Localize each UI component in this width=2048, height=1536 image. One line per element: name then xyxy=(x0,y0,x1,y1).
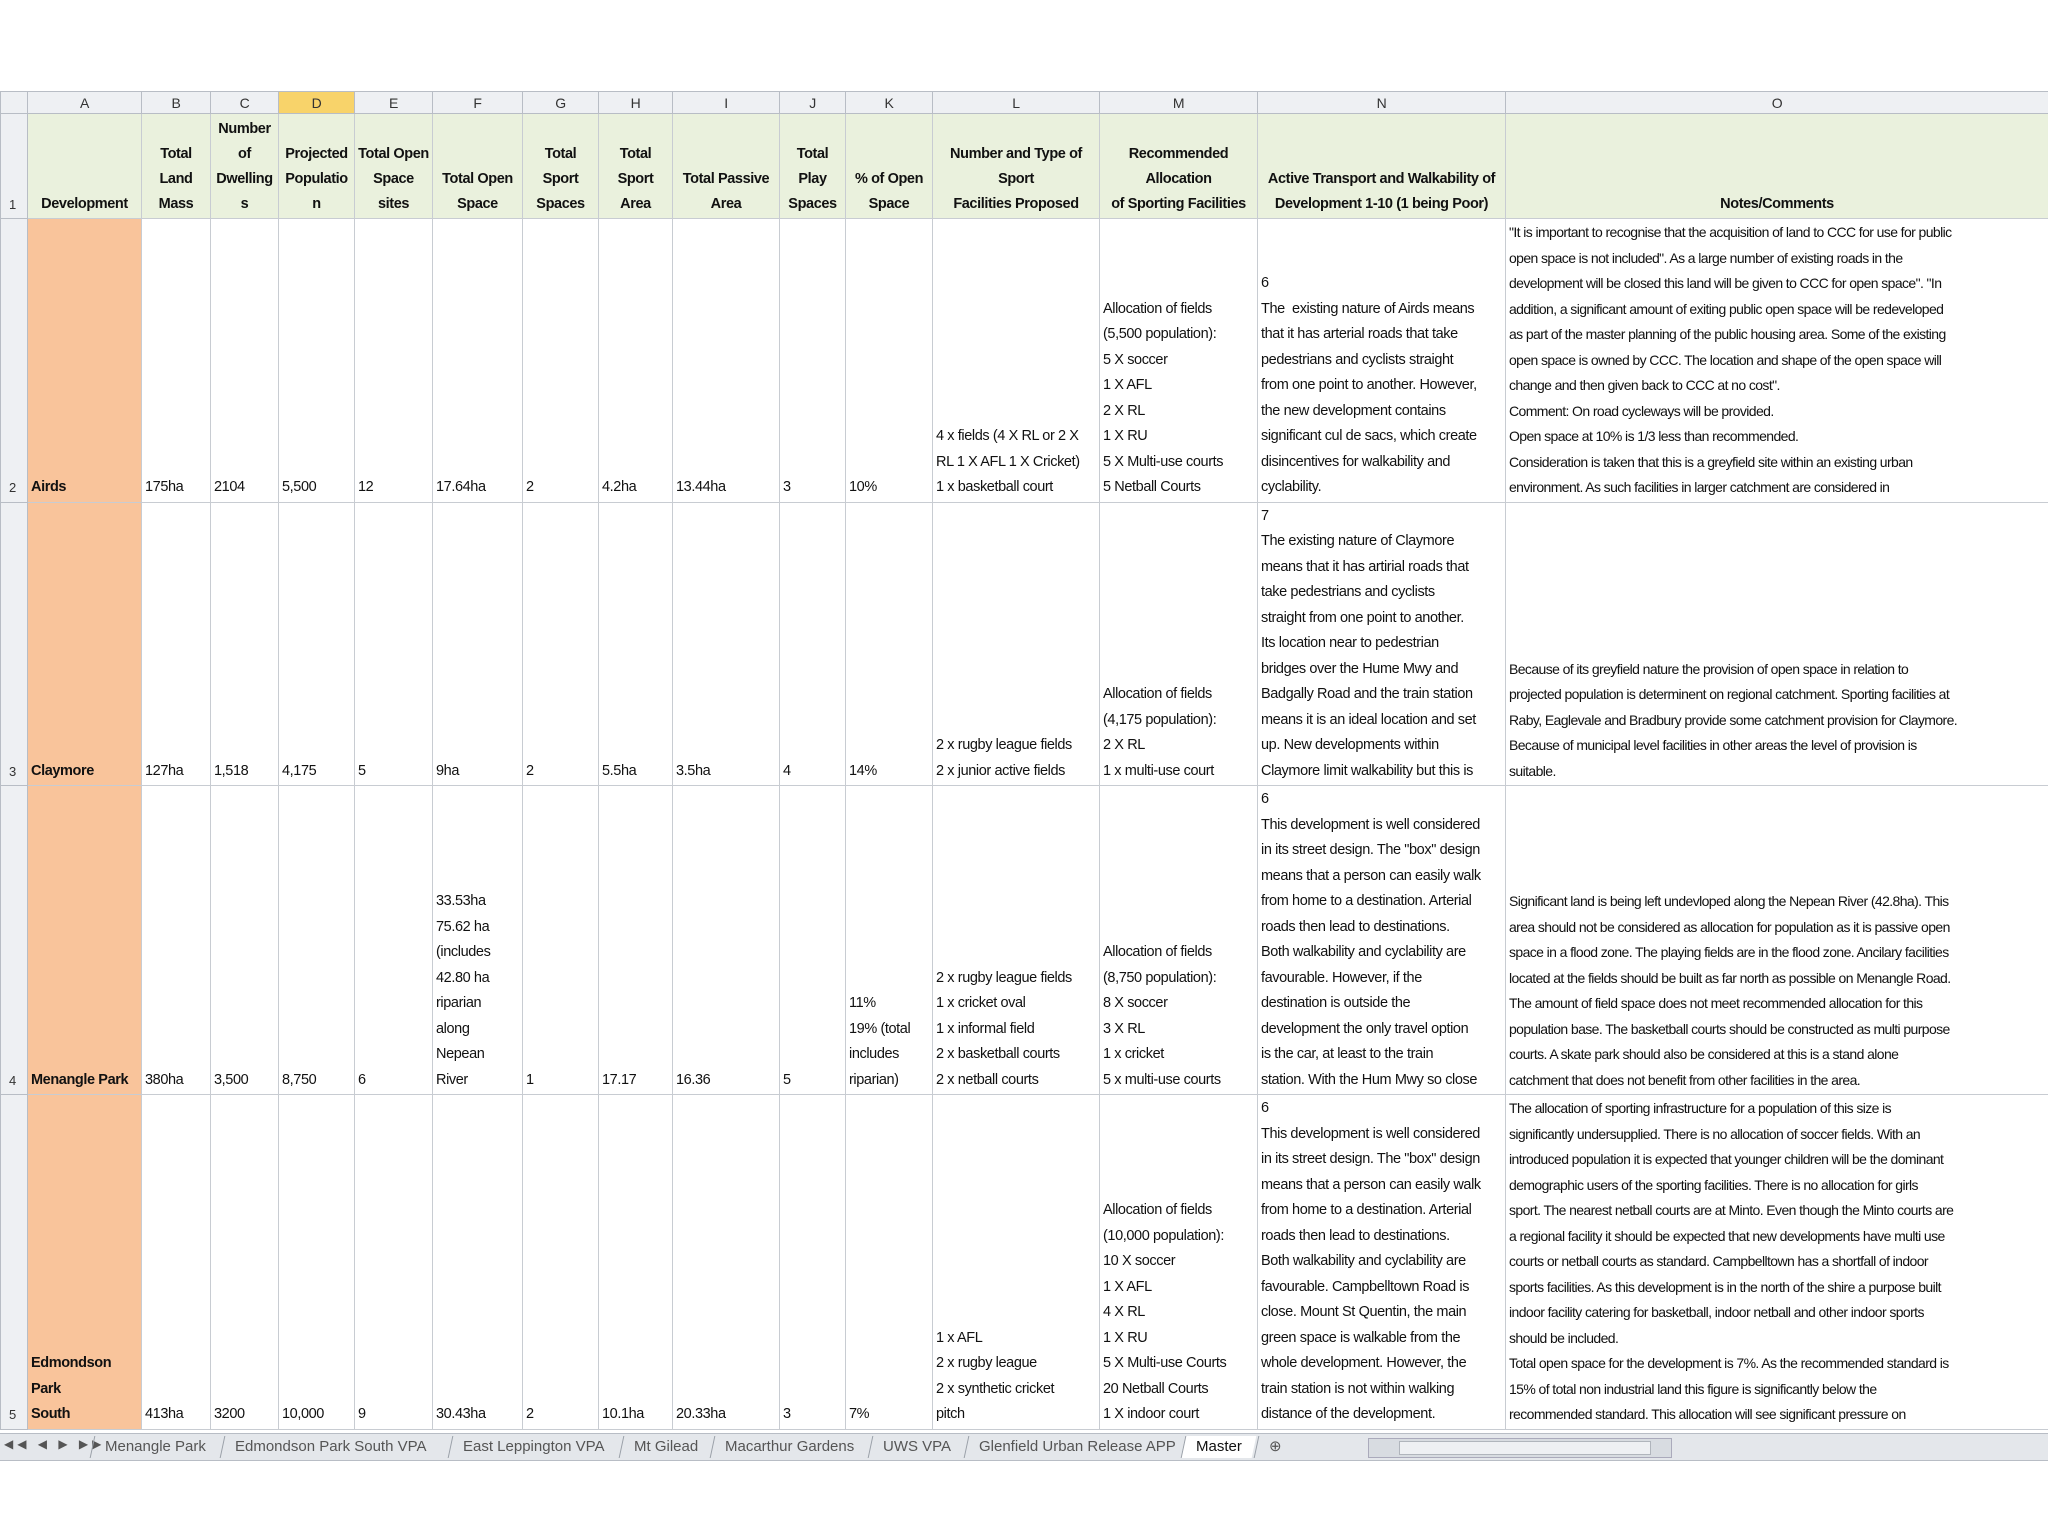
sport-area-cell[interactable]: 4.2ha xyxy=(599,219,673,503)
header-cell[interactable]: Total Play Spaces xyxy=(780,114,846,219)
row-number[interactable]: 1 xyxy=(1,114,28,219)
table-row xyxy=(1,786,2048,1095)
open-space-percent-cell[interactable]: 14% xyxy=(846,502,933,786)
population-cell[interactable]: 8,750 xyxy=(279,786,355,1095)
row-number[interactable]: 4 xyxy=(1,786,28,1095)
land-mass-cell[interactable]: 175ha xyxy=(142,219,211,503)
select-all-corner[interactable] xyxy=(1,92,28,114)
sport-spaces-cell[interactable]: 2 xyxy=(523,502,599,786)
sport-area-cell[interactable]: 10.1ha xyxy=(599,1095,673,1430)
land-mass-cell[interactable]: 380ha xyxy=(142,786,211,1095)
scrollbar-thumb[interactable] xyxy=(1399,1441,1651,1455)
recommended-allocation-cell[interactable]: Allocation of fields (5,500 population): 5 X soccer 1 X AFL 2 X RL 1 X RU 5 X Multi-use courts 5 Netball Courts xyxy=(1100,219,1258,503)
facilities-proposed-cell[interactable]: 4 x fields (4 X RL or 2 X RL 1 X AFL 1 X Cricket) 1 x basketball court xyxy=(933,219,1100,503)
column-header-l[interactable]: L xyxy=(933,92,1100,114)
open-space-cell[interactable]: 33.53ha 75.62 ha (includes 42.80 ha riparian along Nepean River xyxy=(433,786,523,1095)
recommended-allocation-cell[interactable]: Allocation of fields (10,000 population): 10 X soccer 1 X AFL 4 X RL 1 X RU 5 X Multi-use Courts 20 Netball Courts 1 X indoor court xyxy=(1100,1095,1258,1430)
table-header-row xyxy=(1,114,2048,219)
header-cell[interactable]: % of Open Space xyxy=(846,114,933,219)
spreadsheet-grid[interactable] xyxy=(0,91,2048,1460)
facilities-proposed-cell[interactable]: 2 x rugby league fields 2 x junior active fields xyxy=(933,502,1100,786)
column-header-a[interactable]: A xyxy=(28,92,142,114)
open-space-percent-cell[interactable]: 11% 19% (total includes riparian) xyxy=(846,786,933,1095)
sheet-tab-master[interactable]: Master xyxy=(1181,1436,1257,1458)
walkability-cell[interactable]: 6 This development is well considered in its street design. The "box" design means that a person can easily walk from home to a destination. Arterial roads then lead to destinations. Both walkability and cyclability are favourable. Campbelltown Road is close. Mount St Quentin, the main green space is walkable from the whole development. However, the train station is not within walking distance of the development. xyxy=(1258,1095,1506,1430)
play-spaces-cell[interactable]: 3 xyxy=(780,219,846,503)
sheet-tab-east-leppington-vpa[interactable]: East Leppington VPA xyxy=(448,1436,619,1458)
passive-area-cell[interactable]: 3.5ha xyxy=(673,502,780,786)
recommended-allocation-cell[interactable]: Allocation of fields (8,750 population): 8 X soccer 3 X RL 1 x cricket 5 x multi-use courts xyxy=(1100,786,1258,1095)
column-header-k[interactable]: K xyxy=(846,92,933,114)
sport-area-cell[interactable]: 5.5ha xyxy=(599,502,673,786)
table-row xyxy=(1,219,2048,503)
walkability-cell[interactable]: 7 The existing nature of Claymore means that it has artirial roads that take pedestrians and cyclists straight from one point to another. Its location near to pedestrian bridges over the Hume Mwy and Badgally Road and the train station means it is an ideal location and set up. New developments within Claymore limit walkability but this is xyxy=(1258,502,1506,786)
header-cell[interactable]: Number of Dwellings xyxy=(211,114,279,219)
passive-area-cell[interactable]: 20.33ha xyxy=(673,1095,780,1430)
horizontal-scrollbar[interactable] xyxy=(1368,1438,1672,1458)
column-header-o[interactable]: O xyxy=(1506,92,2048,114)
sheet-tab-mt-gilead[interactable]: Mt Gilead xyxy=(619,1436,713,1458)
play-spaces-cell[interactable]: 4 xyxy=(780,502,846,786)
row-number[interactable]: 5 xyxy=(1,1095,28,1430)
sheet-tab-glenfield-urban-release-app[interactable]: Glenfield Urban Release APP xyxy=(964,1436,1190,1458)
play-spaces-cell[interactable]: 3 xyxy=(780,1095,846,1430)
notes-cell[interactable]: Significant land is being left undevloped along the Nepean River (42.8ha). This area should not be considered as allocation for population as it is passive open space in a flood zone. The playing fields are in the flood zone. Ancilary facilities located at the fields should be built as far north as possible on Menangle Road. The amount of field space does not meet recommended allocation for this population base. The basketball courts should be constructed as multi purpose courts. A skate park should also be considered at this is a stand alone catchment that does not benefit from other facilities in the area. xyxy=(1506,786,2048,1095)
header-cell[interactable]: Number and Type of Sport Facilities Proposed xyxy=(933,114,1100,219)
header-cell[interactable]: Total Passive Area xyxy=(673,114,780,219)
header-cell[interactable]: Notes/Comments xyxy=(1506,114,2048,219)
sport-spaces-cell[interactable]: 2 xyxy=(523,1095,599,1430)
development-cell[interactable]: Claymore xyxy=(28,502,142,786)
sport-spaces-cell[interactable]: 2 xyxy=(523,219,599,503)
header-cell[interactable]: Total Sport Spaces xyxy=(523,114,599,219)
dwellings-cell[interactable]: 1,518 xyxy=(211,502,279,786)
column-header-h[interactable]: H xyxy=(599,92,673,114)
notes-cell[interactable]: The allocation of sporting infrastructure for a population of this size is significantly undersupplied. There is no allocation of soccer fields. With an introduced population it is expected that younger children will be the dominant demographic users of the sporting facilities. There is no allocation for girls sport. The nearest netball courts are at Minto. Even though the Minto courts are a regional facility it should be expected that new developments have multi use courts or netball courts as standard. Campbelltown has a shortfall of indoor sports facilities. As this development is in the north of the shire a purpose built indoor facility catering for basketball, indoor netball and other indoor sports should be included. Total open space for the development is 7%. As the recommended standard is 15% of total non industrial land this figure is significantly below the recommended standard. This allocation will see significant pressure on xyxy=(1506,1095,2048,1430)
walkability-cell[interactable]: 6 This development is well considered in its street design. The "box" design means that a person can easily walk from home to a destination. Arterial roads then lead to destinations. Both walkability and cyclability are favourable. However, if the destination is outside the development the only travel option is the car, at least to the train station. With the Hum Mwy so close xyxy=(1258,786,1506,1095)
column-header-d[interactable]: D xyxy=(279,92,355,114)
header-cell[interactable]: Total Open Space sites xyxy=(355,114,433,219)
development-cell[interactable]: Airds xyxy=(28,219,142,503)
column-header-n[interactable]: N xyxy=(1258,92,1506,114)
open-space-sites-cell[interactable]: 5 xyxy=(355,502,433,786)
sheet-tab-uws-vpa[interactable]: UWS VPA xyxy=(868,1436,966,1458)
open-space-sites-cell[interactable]: 9 xyxy=(355,1095,433,1430)
walkability-cell[interactable]: 6 The existing nature of Airds means that it has arterial roads that take pedestrians and cyclists straight from one point to another. However, the new development contains significant cul de sacs, which create disincentives for walkability and cyclability. xyxy=(1258,219,1506,503)
header-cell[interactable]: Total Land Mass xyxy=(142,114,211,219)
notes-cell[interactable]: Because of its greyfield nature the provision of open space in relation to projected population is determinent on regional catchment. Sporting facilities at Raby, Eaglevale and Bradbury provide some catchment provision for Claymore. Because of municipal level facilities in other areas the level of provision is suitable. xyxy=(1506,502,2048,786)
notes-cell[interactable]: "It is important to recognise that the acquisition of land to CCC for use for public open space is not included". As a large number of existing roads in the development will be closed this land will be given to CCC for open space". "In addition, a significant amount of exiting public open space will be redeveloped as part of the master planning of the public housing area. Some of the existing open space is owned by CCC. The location and shape of the open space will change and then given back to CCC at no cost". Comment: On road cycleways will be provided. Open space at 10% is 1/3 less than recommended. Consideration is taken that this is a greyfield site within an existing urban environment. As such facilities in larger catchment are considered in xyxy=(1506,219,2048,503)
land-mass-cell[interactable]: 413ha xyxy=(142,1095,211,1430)
play-spaces-cell[interactable]: 5 xyxy=(780,786,846,1095)
row-number[interactable]: 3 xyxy=(1,502,28,786)
header-cell[interactable]: Projected Population xyxy=(279,114,355,219)
column-header-m[interactable]: M xyxy=(1100,92,1258,114)
population-cell[interactable]: 10,000 xyxy=(279,1095,355,1430)
open-space-cell[interactable]: 30.43ha xyxy=(433,1095,523,1430)
table-row xyxy=(1,1095,2048,1430)
column-header-row xyxy=(1,92,2048,114)
row-number[interactable]: 2 xyxy=(1,219,28,503)
header-cell[interactable]: Development xyxy=(28,114,142,219)
development-cell[interactable]: Menangle Park xyxy=(28,786,142,1095)
header-cell[interactable]: Active Transport and Walkability of Development 1-10 (1 being Poor) xyxy=(1258,114,1506,219)
insert-sheet-icon[interactable]: ⊕ xyxy=(1254,1436,1298,1458)
column-header-e[interactable]: E xyxy=(355,92,433,114)
open-space-cell[interactable]: 9ha xyxy=(433,502,523,786)
sport-area-cell[interactable]: 17.17 xyxy=(599,786,673,1095)
passive-area-cell[interactable]: 13.44ha xyxy=(673,219,780,503)
open-space-sites-cell[interactable]: 12 xyxy=(355,219,433,503)
facilities-proposed-cell[interactable]: 2 x rugby league fields 1 x cricket oval 1 x informal field 2 x basketball courts 2 x netball courts xyxy=(933,786,1100,1095)
header-cell[interactable]: Total Sport Area xyxy=(599,114,673,219)
column-header-f[interactable]: F xyxy=(433,92,523,114)
population-cell[interactable]: 4,175 xyxy=(279,502,355,786)
column-header-c[interactable]: C xyxy=(211,92,279,114)
open-space-percent-cell[interactable]: 7% xyxy=(846,1095,933,1430)
recommended-allocation-cell[interactable]: Allocation of fields (4,175 population): 2 X RL 1 x multi-use court xyxy=(1100,502,1258,786)
table-row xyxy=(1,502,2048,786)
sheet-tab-menangle-park[interactable]: Menangle Park xyxy=(90,1436,221,1458)
header-cell[interactable]: Total Open Space xyxy=(433,114,523,219)
sport-spaces-cell[interactable]: 1 xyxy=(523,786,599,1095)
land-mass-cell[interactable]: 127ha xyxy=(142,502,211,786)
sheet-tab-macarthur-gardens[interactable]: Macarthur Gardens xyxy=(710,1436,869,1458)
sheet-nav-arrows-icon[interactable]: ◀◀ ◀ ▶ ▶▶ xyxy=(4,1437,106,1451)
sheet-tab-edmondson-park-south-vpa[interactable]: Edmondson Park South VPA xyxy=(220,1436,441,1458)
population-cell[interactable]: 5,500 xyxy=(279,219,355,503)
facilities-proposed-cell[interactable]: 1 x AFL 2 x rugby league 2 x synthetic cricket pitch xyxy=(933,1095,1100,1430)
dwellings-cell[interactable]: 3200 xyxy=(211,1095,279,1430)
open-space-cell[interactable]: 17.64ha xyxy=(433,219,523,503)
column-header-i[interactable]: I xyxy=(673,92,780,114)
column-header-g[interactable]: G xyxy=(523,92,599,114)
sheet-tab-bar xyxy=(0,1433,2048,1461)
open-space-sites-cell[interactable]: 6 xyxy=(355,786,433,1095)
column-header-j[interactable]: J xyxy=(780,92,846,114)
passive-area-cell[interactable]: 16.36 xyxy=(673,786,780,1095)
dwellings-cell[interactable]: 3,500 xyxy=(211,786,279,1095)
dwellings-cell[interactable]: 2104 xyxy=(211,219,279,503)
development-cell[interactable]: Edmondson Park South xyxy=(28,1095,142,1430)
column-header-b[interactable]: B xyxy=(142,92,211,114)
header-cell[interactable]: Recommended Allocation of Sporting Facilities xyxy=(1100,114,1258,219)
open-space-percent-cell[interactable]: 10% xyxy=(846,219,933,503)
